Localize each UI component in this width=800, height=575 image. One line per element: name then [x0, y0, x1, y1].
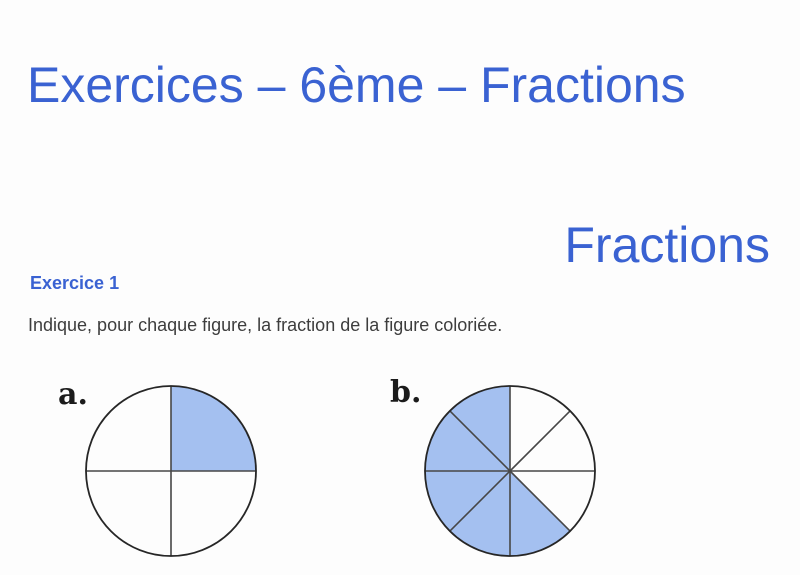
figure-b-label: b.	[390, 375, 422, 410]
exercise-instruction: Indique, pour chaque figure, la fraction de la figure coloriée.	[28, 315, 503, 335]
document-title: Fractions	[564, 216, 770, 273]
figure-a-fraction-circle	[82, 382, 260, 560]
exercise-1-heading: Exercice 1	[30, 273, 120, 293]
figure-b-fraction-circle	[421, 382, 599, 560]
page-title: Exercices – 6ème – Fractions	[27, 56, 686, 113]
figure-a-label: a.	[58, 377, 88, 412]
